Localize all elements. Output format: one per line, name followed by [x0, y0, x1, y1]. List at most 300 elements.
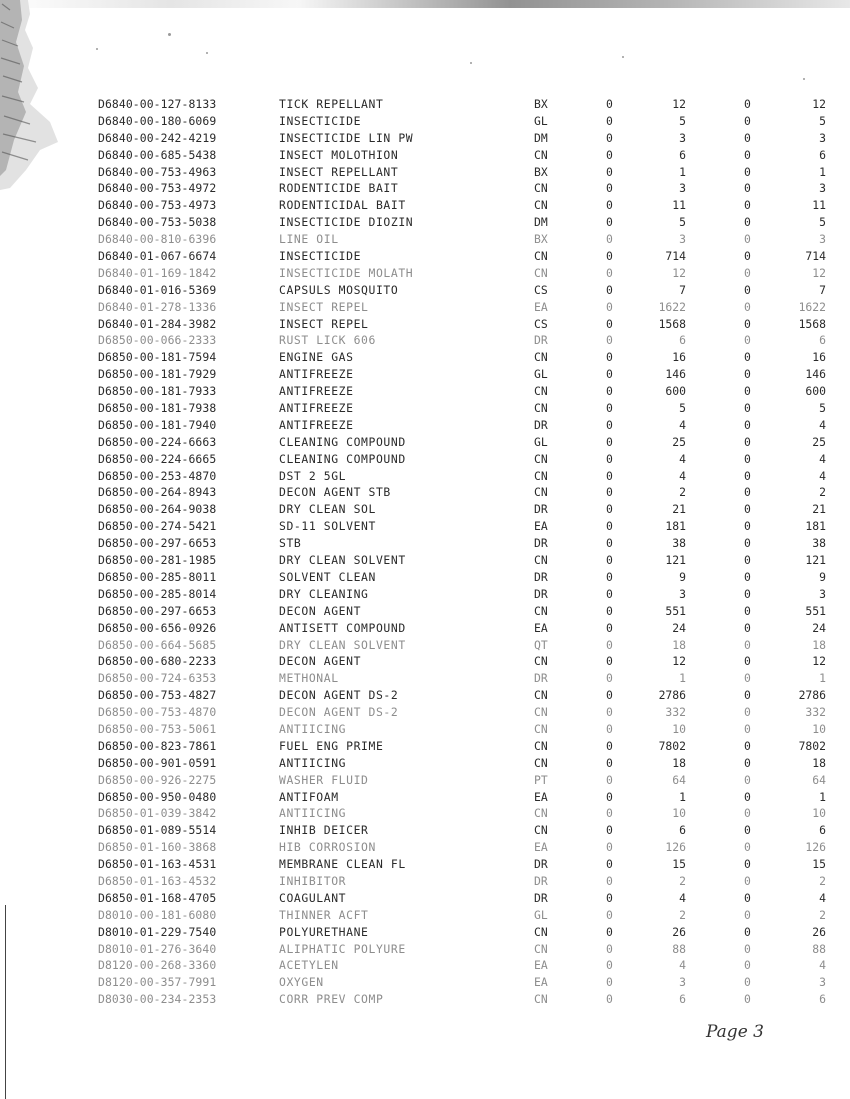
- unit-cell: PT: [534, 772, 548, 787]
- unit-cell: CN: [534, 451, 548, 466]
- unit-cell: DR: [534, 417, 548, 432]
- nsn-cell: D6850-01-168-4705: [98, 890, 217, 905]
- table-row: [98, 569, 838, 586]
- nomenclature-cell: CLEANING COMPOUND: [279, 434, 406, 449]
- qty-col4-cell: 1: [819, 671, 826, 686]
- table-row: [98, 434, 838, 451]
- qty-col1-cell: 0: [606, 265, 613, 280]
- unit-cell: CN: [534, 350, 548, 365]
- qty-col3-cell: 0: [744, 367, 751, 382]
- unit-cell: CN: [534, 603, 548, 618]
- unit-cell: EA: [534, 299, 548, 314]
- nomenclature-cell: INSECTICIDE: [279, 113, 362, 128]
- nomenclature-cell: INHIBITOR: [279, 873, 347, 888]
- qty-col2-cell: 21: [672, 502, 686, 517]
- qty-col4-cell: 7802: [798, 738, 826, 753]
- unit-cell: EA: [534, 958, 548, 973]
- qty-col2-cell: 26: [672, 924, 686, 939]
- nomenclature-cell: COAGULANT: [279, 890, 347, 905]
- qty-col3-cell: 0: [744, 975, 751, 990]
- qty-col3-cell: 0: [744, 705, 751, 720]
- qty-col1-cell: 0: [606, 485, 613, 500]
- qty-col1-cell: 0: [606, 671, 613, 686]
- nsn-cell: D6850-00-297-6653: [98, 603, 217, 618]
- table-row: [98, 535, 838, 552]
- nsn-cell: D6850-00-724-6353: [98, 671, 217, 686]
- qty-col1-cell: 0: [606, 198, 613, 213]
- qty-col4-cell: 3: [819, 181, 826, 196]
- qty-col1-cell: 0: [606, 941, 613, 956]
- qty-col2-cell: 10: [672, 806, 686, 821]
- nomenclature-cell: DECON AGENT DS-2: [279, 705, 399, 720]
- qty-col2-cell: 600: [665, 384, 686, 399]
- qty-col3-cell: 0: [744, 890, 751, 905]
- nsn-cell: D8120-00-268-3360: [98, 958, 217, 973]
- nsn-cell: D6850-00-823-7861: [98, 738, 217, 753]
- qty-col3-cell: 0: [744, 434, 751, 449]
- qty-col4-cell: 181: [805, 519, 826, 534]
- speckle: [96, 48, 98, 50]
- qty-col3-cell: 0: [744, 265, 751, 280]
- nomenclature-cell: LINE OIL: [279, 232, 339, 247]
- qty-col3-cell: 0: [744, 789, 751, 804]
- nsn-cell: D8010-00-181-6080: [98, 907, 217, 922]
- unit-cell: CN: [534, 553, 548, 568]
- qty-col2-cell: 1: [679, 789, 686, 804]
- unit-cell: CN: [534, 823, 548, 838]
- nomenclature-cell: DRY CLEANING: [279, 586, 369, 601]
- table-row: [98, 417, 838, 434]
- nsn-cell: D6850-00-181-7940: [98, 417, 217, 432]
- qty-col2-cell: 9: [679, 569, 686, 584]
- qty-col1-cell: 0: [606, 147, 613, 162]
- qty-col3-cell: 0: [744, 755, 751, 770]
- qty-col4-cell: 12: [812, 97, 826, 111]
- qty-col3-cell: 0: [744, 637, 751, 652]
- qty-col3-cell: 0: [744, 502, 751, 517]
- table-row: [98, 603, 838, 620]
- qty-col4-cell: 25: [812, 434, 826, 449]
- nsn-cell: D6850-01-089-5514: [98, 823, 217, 838]
- qty-col1-cell: 0: [606, 637, 613, 652]
- qty-col2-cell: 4: [679, 958, 686, 973]
- qty-col4-cell: 7: [819, 282, 826, 297]
- qty-col4-cell: 126: [805, 840, 826, 855]
- qty-col3-cell: 0: [744, 958, 751, 973]
- nsn-cell: D6850-00-281-1985: [98, 553, 217, 568]
- qty-col3-cell: 0: [744, 671, 751, 686]
- qty-col1-cell: 0: [606, 215, 613, 230]
- unit-cell: EA: [534, 975, 548, 990]
- unit-cell: CN: [534, 941, 548, 956]
- nsn-cell: D6850-00-901-0591: [98, 755, 217, 770]
- qty-col4-cell: 18: [812, 755, 826, 770]
- nsn-cell: D6840-01-067-6674: [98, 249, 217, 264]
- nsn-cell: D6840-00-127-8133: [98, 97, 217, 111]
- qty-col1-cell: 0: [606, 299, 613, 314]
- unit-cell: DR: [534, 333, 548, 348]
- nomenclature-cell: TICK REPELLANT: [279, 97, 384, 111]
- table-row: [98, 164, 838, 181]
- nomenclature-cell: INSECTICIDE DIOZIN: [279, 215, 414, 230]
- qty-col4-cell: 6: [819, 147, 826, 162]
- table-row: [98, 366, 838, 383]
- nomenclature-cell: DECON AGENT: [279, 654, 362, 669]
- qty-col2-cell: 12: [672, 265, 686, 280]
- qty-col1-cell: 0: [606, 688, 613, 703]
- nsn-cell: D6850-01-160-3868: [98, 840, 217, 855]
- torn-corner-stain: [0, 0, 62, 190]
- table-row: [98, 299, 838, 316]
- qty-col3-cell: 0: [744, 384, 751, 399]
- page-number: Page 3: [706, 1022, 764, 1042]
- qty-col3-cell: 0: [744, 941, 751, 956]
- nomenclature-cell: RUST LICK 606: [279, 333, 376, 348]
- table-row: [98, 924, 838, 941]
- qty-col4-cell: 4: [819, 890, 826, 905]
- qty-col4-cell: 10: [812, 806, 826, 821]
- qty-col1-cell: 0: [606, 468, 613, 483]
- qty-col2-cell: 6: [679, 823, 686, 838]
- qty-col2-cell: 6: [679, 992, 686, 1007]
- qty-col2-cell: 6: [679, 147, 686, 162]
- qty-col3-cell: 0: [744, 924, 751, 939]
- qty-col4-cell: 16: [812, 350, 826, 365]
- qty-col2-cell: 3: [679, 130, 686, 145]
- qty-col3-cell: 0: [744, 738, 751, 753]
- qty-col4-cell: 3: [819, 586, 826, 601]
- nomenclature-cell: RODENTICIDE BAIT: [279, 181, 399, 196]
- qty-col2-cell: 25: [672, 434, 686, 449]
- nomenclature-cell: DRY CLEAN SOLVENT: [279, 637, 406, 652]
- qty-col3-cell: 0: [744, 164, 751, 179]
- qty-col2-cell: 3: [679, 586, 686, 601]
- qty-col2-cell: 4: [679, 468, 686, 483]
- qty-col1-cell: 0: [606, 316, 613, 331]
- qty-col1-cell: 0: [606, 992, 613, 1007]
- table-row: [98, 316, 838, 333]
- table-row: [98, 332, 838, 349]
- qty-col2-cell: 18: [672, 755, 686, 770]
- qty-col2-cell: 10: [672, 721, 686, 736]
- qty-col3-cell: 0: [744, 688, 751, 703]
- nsn-cell: D6840-00-810-6396: [98, 232, 217, 247]
- table-row: [98, 670, 838, 687]
- nomenclature-cell: DECON AGENT STB: [279, 485, 391, 500]
- qty-col3-cell: 0: [744, 553, 751, 568]
- table-row: [98, 907, 838, 924]
- qty-col2-cell: 551: [665, 603, 686, 618]
- qty-col3-cell: 0: [744, 857, 751, 872]
- qty-col1-cell: 0: [606, 840, 613, 855]
- nsn-cell: D6840-00-753-4973: [98, 198, 217, 213]
- qty-col4-cell: 1: [819, 789, 826, 804]
- nsn-cell: D6850-00-297-6653: [98, 536, 217, 551]
- qty-col4-cell: 332: [805, 705, 826, 720]
- unit-cell: DR: [534, 536, 548, 551]
- qty-col2-cell: 64: [672, 772, 686, 787]
- qty-col3-cell: 0: [744, 316, 751, 331]
- qty-col4-cell: 6: [819, 992, 826, 1007]
- qty-col2-cell: 3: [679, 232, 686, 247]
- qty-col3-cell: 0: [744, 282, 751, 297]
- table-row: [98, 349, 838, 366]
- nomenclature-cell: ANTIFREEZE: [279, 384, 354, 399]
- unit-cell: DR: [534, 671, 548, 686]
- qty-col2-cell: 16: [672, 350, 686, 365]
- nsn-cell: D6840-00-685-5438: [98, 147, 217, 162]
- nsn-cell: D6850-01-039-3842: [98, 806, 217, 821]
- table-row: [98, 214, 838, 231]
- nomenclature-cell: INSECTICIDE LIN PW: [279, 130, 414, 145]
- unit-cell: CN: [534, 181, 548, 196]
- nsn-cell: D6850-00-274-5421: [98, 519, 217, 534]
- qty-col3-cell: 0: [744, 198, 751, 213]
- nsn-cell: D6850-00-950-0480: [98, 789, 217, 804]
- qty-col3-cell: 0: [744, 772, 751, 787]
- table-row: [98, 805, 838, 822]
- qty-col4-cell: 64: [812, 772, 826, 787]
- qty-col1-cell: 0: [606, 367, 613, 382]
- qty-col1-cell: 0: [606, 789, 613, 804]
- qty-col1-cell: 0: [606, 924, 613, 939]
- unit-cell: CN: [534, 806, 548, 821]
- scan-top-edge: [0, 0, 850, 8]
- nsn-cell: D6850-00-264-8943: [98, 485, 217, 500]
- table-row: [98, 839, 838, 856]
- unit-cell: CN: [534, 654, 548, 669]
- qty-col2-cell: 2: [679, 873, 686, 888]
- qty-col2-cell: 6: [679, 333, 686, 348]
- left-margin-rule: [5, 905, 6, 1099]
- qty-col1-cell: 0: [606, 907, 613, 922]
- nomenclature-cell: FUEL ENG PRIME: [279, 738, 384, 753]
- nsn-cell: D6850-00-181-7933: [98, 384, 217, 399]
- qty-col4-cell: 88: [812, 941, 826, 956]
- qty-col4-cell: 38: [812, 536, 826, 551]
- unit-cell: CN: [534, 147, 548, 162]
- nomenclature-cell: DRY CLEAN SOL: [279, 502, 376, 517]
- nsn-cell: D6850-00-753-5061: [98, 721, 217, 736]
- qty-col4-cell: 24: [812, 620, 826, 635]
- unit-cell: GL: [534, 907, 548, 922]
- qty-col3-cell: 0: [744, 113, 751, 128]
- table-row: [98, 941, 838, 958]
- unit-cell: GL: [534, 434, 548, 449]
- nomenclature-cell: STB: [279, 536, 302, 551]
- nomenclature-cell: ACETYLEN: [279, 958, 339, 973]
- qty-col2-cell: 4: [679, 451, 686, 466]
- qty-col1-cell: 0: [606, 333, 613, 348]
- qty-col2-cell: 2786: [658, 688, 686, 703]
- qty-col4-cell: 9: [819, 569, 826, 584]
- nomenclature-cell: ANTIFREEZE: [279, 367, 354, 382]
- qty-col1-cell: 0: [606, 181, 613, 196]
- qty-col4-cell: 12: [812, 265, 826, 280]
- inventory-listing: [98, 96, 838, 1008]
- qty-col2-cell: 3: [679, 181, 686, 196]
- unit-cell: DR: [534, 857, 548, 872]
- qty-col1-cell: 0: [606, 823, 613, 838]
- qty-col4-cell: 5: [819, 113, 826, 128]
- qty-col3-cell: 0: [744, 451, 751, 466]
- nsn-cell: D6850-00-680-2233: [98, 654, 217, 669]
- qty-col1-cell: 0: [606, 350, 613, 365]
- qty-col4-cell: 1: [819, 164, 826, 179]
- qty-col4-cell: 3: [819, 130, 826, 145]
- qty-col3-cell: 0: [744, 417, 751, 432]
- qty-col4-cell: 6: [819, 333, 826, 348]
- qty-col3-cell: 0: [744, 823, 751, 838]
- qty-col2-cell: 2: [679, 907, 686, 922]
- qty-col1-cell: 0: [606, 451, 613, 466]
- unit-cell: CS: [534, 316, 548, 331]
- qty-col4-cell: 1568: [798, 316, 826, 331]
- nsn-cell: D6840-00-180-6069: [98, 113, 217, 128]
- table-row: [98, 96, 838, 113]
- nomenclature-cell: ENGINE GAS: [279, 350, 354, 365]
- nomenclature-cell: INSECT REPEL: [279, 316, 369, 331]
- nomenclature-cell: INSECTICIDE MOLATH: [279, 265, 414, 280]
- qty-col1-cell: 0: [606, 417, 613, 432]
- nomenclature-cell: HIB CORROSION: [279, 840, 376, 855]
- qty-col3-cell: 0: [744, 299, 751, 314]
- qty-col1-cell: 0: [606, 553, 613, 568]
- unit-cell: CN: [534, 721, 548, 736]
- nsn-cell: D6840-00-753-4972: [98, 181, 217, 196]
- table-row: [98, 704, 838, 721]
- qty-col4-cell: 600: [805, 384, 826, 399]
- table-row: [98, 586, 838, 603]
- qty-col2-cell: 1: [679, 164, 686, 179]
- qty-col1-cell: 0: [606, 569, 613, 584]
- qty-col2-cell: 88: [672, 941, 686, 956]
- qty-col1-cell: 0: [606, 857, 613, 872]
- qty-col2-cell: 5: [679, 215, 686, 230]
- qty-col4-cell: 1622: [798, 299, 826, 314]
- unit-cell: DR: [534, 502, 548, 517]
- qty-col4-cell: 26: [812, 924, 826, 939]
- qty-col4-cell: 4: [819, 417, 826, 432]
- table-row: [98, 620, 838, 637]
- qty-col4-cell: 2: [819, 907, 826, 922]
- qty-col3-cell: 0: [744, 97, 751, 111]
- nsn-cell: D6850-00-181-7938: [98, 401, 217, 416]
- nomenclature-cell: CLEANING COMPOUND: [279, 451, 406, 466]
- nsn-cell: D6850-00-753-4827: [98, 688, 217, 703]
- nsn-cell: D8010-01-276-3640: [98, 941, 217, 956]
- nomenclature-cell: ALIPHATIC POLYURE: [279, 941, 406, 956]
- qty-col3-cell: 0: [744, 586, 751, 601]
- nsn-cell: D6850-00-224-6665: [98, 451, 217, 466]
- qty-col2-cell: 24: [672, 620, 686, 635]
- unit-cell: GL: [534, 367, 548, 382]
- qty-col3-cell: 0: [744, 147, 751, 162]
- table-row: [98, 653, 838, 670]
- qty-col4-cell: 146: [805, 367, 826, 382]
- qty-col3-cell: 0: [744, 992, 751, 1007]
- qty-col3-cell: 0: [744, 215, 751, 230]
- unit-cell: CN: [534, 688, 548, 703]
- table-row: [98, 518, 838, 535]
- nomenclature-cell: INSECT REPEL: [279, 299, 369, 314]
- unit-cell: BX: [534, 164, 548, 179]
- qty-col1-cell: 0: [606, 721, 613, 736]
- unit-cell: CN: [534, 468, 548, 483]
- table-row: [98, 755, 838, 772]
- qty-col2-cell: 714: [665, 249, 686, 264]
- qty-col3-cell: 0: [744, 721, 751, 736]
- nsn-cell: D6840-01-284-3982: [98, 316, 217, 331]
- unit-cell: BX: [534, 97, 548, 111]
- unit-cell: CN: [534, 198, 548, 213]
- table-row: [98, 383, 838, 400]
- nsn-cell: D6850-00-264-9038: [98, 502, 217, 517]
- table-row: [98, 113, 838, 130]
- unit-cell: DR: [534, 890, 548, 905]
- qty-col2-cell: 3: [679, 975, 686, 990]
- nomenclature-cell: OXYGEN: [279, 975, 324, 990]
- unit-cell: DR: [534, 586, 548, 601]
- qty-col3-cell: 0: [744, 654, 751, 669]
- qty-col2-cell: 12: [672, 97, 686, 111]
- qty-col1-cell: 0: [606, 384, 613, 399]
- table-row: [98, 197, 838, 214]
- nomenclature-cell: POLYURETHANE: [279, 924, 369, 939]
- nsn-cell: D6850-00-285-8014: [98, 586, 217, 601]
- qty-col4-cell: 5: [819, 215, 826, 230]
- qty-col2-cell: 4: [679, 417, 686, 432]
- qty-col4-cell: 121: [805, 553, 826, 568]
- nomenclature-cell: ANTIICING: [279, 721, 347, 736]
- speckle: [168, 33, 171, 36]
- unit-cell: CN: [534, 705, 548, 720]
- nomenclature-cell: MEMBRANE CLEAN FL: [279, 857, 406, 872]
- table-row: [98, 738, 838, 755]
- unit-cell: GL: [534, 113, 548, 128]
- qty-col4-cell: 5: [819, 401, 826, 416]
- table-row: [98, 552, 838, 569]
- table-row: [98, 957, 838, 974]
- qty-col1-cell: 0: [606, 97, 613, 111]
- nsn-cell: D6850-00-926-2275: [98, 772, 217, 787]
- nsn-cell: D6840-01-016-5369: [98, 282, 217, 297]
- qty-col1-cell: 0: [606, 434, 613, 449]
- table-row: [98, 890, 838, 907]
- nomenclature-cell: SOLVENT CLEAN: [279, 569, 376, 584]
- qty-col4-cell: 3: [819, 232, 826, 247]
- unit-cell: CN: [534, 485, 548, 500]
- speckle: [803, 78, 805, 80]
- nomenclature-cell: INHIB DEICER: [279, 823, 369, 838]
- table-row: [98, 130, 838, 147]
- nomenclature-cell: METHONAL: [279, 671, 339, 686]
- unit-cell: QT: [534, 637, 548, 652]
- qty-col3-cell: 0: [744, 350, 751, 365]
- qty-col3-cell: 0: [744, 536, 751, 551]
- nomenclature-cell: DECON AGENT: [279, 603, 362, 618]
- nomenclature-cell: ANTIFREEZE: [279, 417, 354, 432]
- nomenclature-cell: RODENTICIDAL BAIT: [279, 198, 406, 213]
- qty-col4-cell: 10: [812, 721, 826, 736]
- unit-cell: DR: [534, 873, 548, 888]
- nomenclature-cell: INSECT REPELLANT: [279, 164, 399, 179]
- qty-col1-cell: 0: [606, 282, 613, 297]
- qty-col1-cell: 0: [606, 232, 613, 247]
- qty-col1-cell: 0: [606, 620, 613, 635]
- qty-col4-cell: 21: [812, 502, 826, 517]
- qty-col1-cell: 0: [606, 890, 613, 905]
